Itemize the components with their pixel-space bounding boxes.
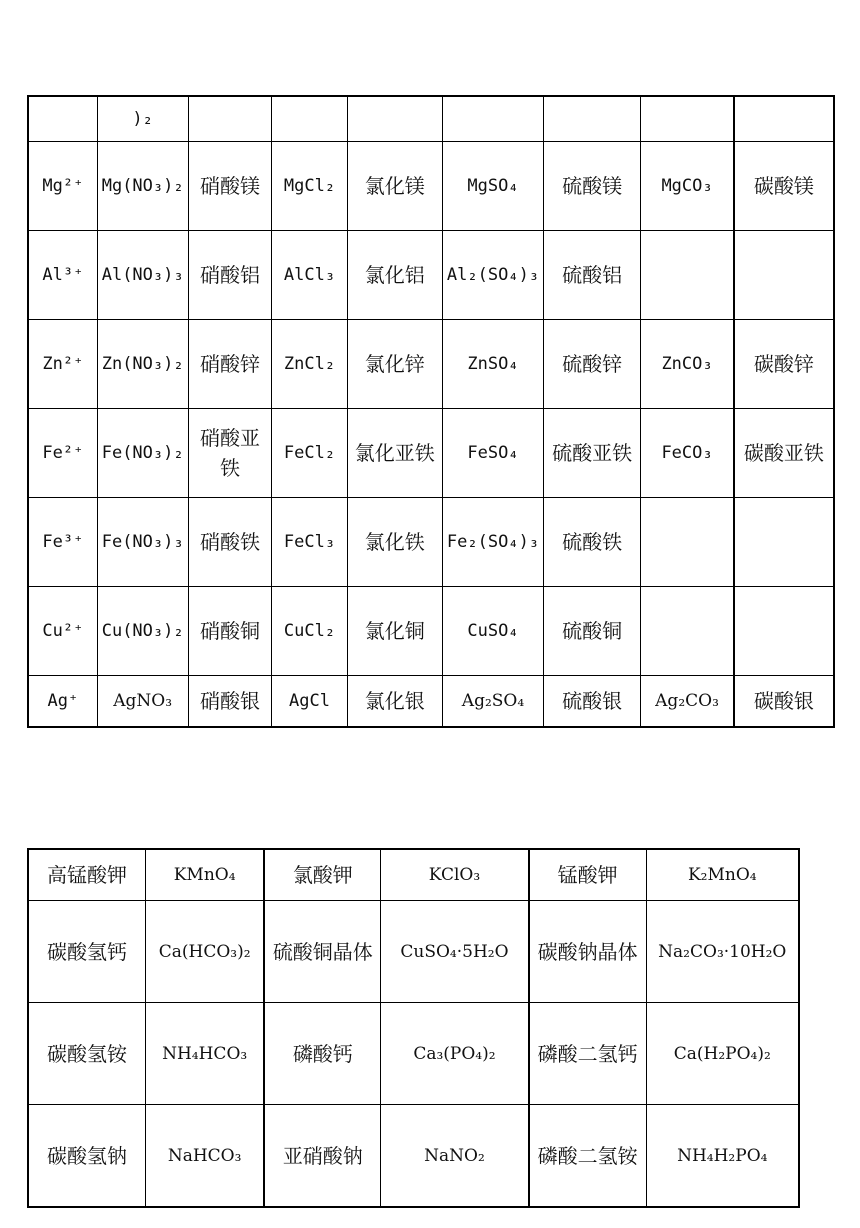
nitrate-name: 硝酸亚铁	[188, 409, 272, 498]
nitrate-formula: Fe(NO₃)₃	[97, 498, 188, 587]
compound-name: 高锰酸钾	[28, 849, 145, 901]
carbonate-name	[734, 587, 834, 676]
table-row	[28, 849, 799, 901]
carbonate-formula	[641, 231, 734, 320]
chloride-formula: CuCl₂	[272, 587, 347, 676]
sulfate-name: 硫酸铁	[544, 498, 641, 587]
cation-cell: Al³⁺	[28, 231, 97, 320]
table-cell	[544, 96, 641, 142]
compound-name: 亚硝酸钠	[264, 1105, 380, 1208]
chloride-name: 氯化铝	[347, 231, 442, 320]
compound-formula: Ca(HCO₃)₂	[145, 901, 264, 1003]
carbonate-name: 碳酸镁	[734, 142, 834, 231]
compound-formula: Ca(H₂PO₄)₂	[646, 1003, 799, 1105]
nitrate-formula: Cu(NO₃)₂	[97, 587, 188, 676]
cation-cell: Fe²⁺	[28, 409, 97, 498]
sulfate-name: 硫酸银	[544, 676, 641, 728]
table-cell	[734, 96, 834, 142]
carbonate-name: 碳酸锌	[734, 320, 834, 409]
sulfate-name: 硫酸铝	[544, 231, 641, 320]
nitrate-name: 硝酸锌	[188, 320, 272, 409]
table-row	[28, 1003, 799, 1105]
compound-name: 磷酸二氢铵	[529, 1105, 646, 1208]
compound-formula: Ca₃(PO₄)₂	[381, 1003, 529, 1105]
table-row	[28, 498, 834, 587]
nitrate-formula: Zn(NO₃)₂	[97, 320, 188, 409]
carbonate-formula: Ag₂CO₃	[641, 676, 734, 728]
carbonate-name	[734, 498, 834, 587]
chloride-name: 氯化亚铁	[347, 409, 442, 498]
table-row	[28, 142, 834, 231]
compound-name: 碳酸氢钠	[28, 1105, 145, 1208]
chloride-name: 氯化锌	[347, 320, 442, 409]
table-row	[28, 320, 834, 409]
chloride-formula: AlCl₃	[272, 231, 347, 320]
salt-table-cations	[27, 95, 835, 728]
compound-formula: NH₄HCO₃	[145, 1003, 264, 1105]
cation-cell: Zn²⁺	[28, 320, 97, 409]
compound-name: 硫酸铜晶体	[264, 901, 380, 1003]
chloride-name: 氯化镁	[347, 142, 442, 231]
carbonate-formula	[641, 587, 734, 676]
cation-cell: Ag⁺	[28, 676, 97, 728]
compound-name: 锰酸钾	[529, 849, 646, 901]
compound-formula: NaHCO₃	[145, 1105, 264, 1208]
carbonate-name: 碳酸银	[734, 676, 834, 728]
compound-formula: NH₄H₂PO₄	[646, 1105, 799, 1208]
table-cell	[641, 96, 734, 142]
nitrate-name: 硝酸铁	[188, 498, 272, 587]
chloride-name: 氯化铁	[347, 498, 442, 587]
sulfate-formula: Al₂(SO₄)₃	[442, 231, 543, 320]
chloride-formula: MgCl₂	[272, 142, 347, 231]
chloride-name: 氯化银	[347, 676, 442, 728]
chloride-formula: ZnCl₂	[272, 320, 347, 409]
chloride-name: 氯化铜	[347, 587, 442, 676]
cation-cell: Mg²⁺	[28, 142, 97, 231]
sulfate-name: 硫酸锌	[544, 320, 641, 409]
table-cell: )₂	[97, 96, 188, 142]
compound-name: 氯酸钾	[264, 849, 380, 901]
table-cell	[188, 96, 272, 142]
nitrate-name: 硝酸铜	[188, 587, 272, 676]
table-cell	[28, 96, 97, 142]
sulfate-formula: ZnSO₄	[442, 320, 543, 409]
table-row	[28, 231, 834, 320]
sulfate-formula: MgSO₄	[442, 142, 543, 231]
chloride-formula: FeCl₂	[272, 409, 347, 498]
carbonate-name	[734, 231, 834, 320]
table-cell	[442, 96, 543, 142]
nitrate-formula: Fe(NO₃)₂	[97, 409, 188, 498]
nitrate-name: 硝酸镁	[188, 142, 272, 231]
sulfate-name: 硫酸镁	[544, 142, 641, 231]
nitrate-name: 硝酸银	[188, 676, 272, 728]
compound-name: 碳酸氢钙	[28, 901, 145, 1003]
compound-formula: KMnO₄	[145, 849, 264, 901]
carbonate-formula: MgCO₃	[641, 142, 734, 231]
compound-name: 磷酸二氢钙	[529, 1003, 646, 1105]
table-cell	[347, 96, 442, 142]
compound-formula: Na₂CO₃·10H₂O	[646, 901, 799, 1003]
compound-formula: K₂MnO₄	[646, 849, 799, 901]
nitrate-formula: Al(NO₃)₃	[97, 231, 188, 320]
carbonate-formula: FeCO₃	[641, 409, 734, 498]
compound-name: 碳酸钠晶体	[529, 901, 646, 1003]
table-row	[28, 409, 834, 498]
sulfate-name: 硫酸铜	[544, 587, 641, 676]
compound-formula: KClO₃	[381, 849, 529, 901]
sulfate-formula: CuSO₄	[442, 587, 543, 676]
table-row	[28, 901, 799, 1003]
table-row	[28, 1105, 799, 1208]
table-cell	[272, 96, 347, 142]
sulfate-name: 硫酸亚铁	[544, 409, 641, 498]
table-row	[28, 587, 834, 676]
carbonate-name: 碳酸亚铁	[734, 409, 834, 498]
nitrate-formula: Mg(NO₃)₂	[97, 142, 188, 231]
compound-formula: NaNO₂	[381, 1105, 529, 1208]
carbonate-formula: ZnCO₃	[641, 320, 734, 409]
table-row	[28, 96, 834, 142]
chloride-formula: FeCl₃	[272, 498, 347, 587]
chloride-formula: AgCl	[272, 676, 347, 728]
sulfate-formula: Ag₂SO₄	[442, 676, 543, 728]
carbonate-formula	[641, 498, 734, 587]
sulfate-formula: Fe₂(SO₄)₃	[442, 498, 543, 587]
nitrate-formula: AgNO₃	[97, 676, 188, 728]
sulfate-formula: FeSO₄	[442, 409, 543, 498]
common-compounds-table	[27, 848, 800, 1208]
compound-name: 碳酸氢铵	[28, 1003, 145, 1105]
nitrate-name: 硝酸铝	[188, 231, 272, 320]
cation-cell: Cu²⁺	[28, 587, 97, 676]
cation-cell: Fe³⁺	[28, 498, 97, 587]
compound-name: 磷酸钙	[264, 1003, 380, 1105]
table-row	[28, 676, 834, 728]
compound-formula: CuSO₄·5H₂O	[381, 901, 529, 1003]
